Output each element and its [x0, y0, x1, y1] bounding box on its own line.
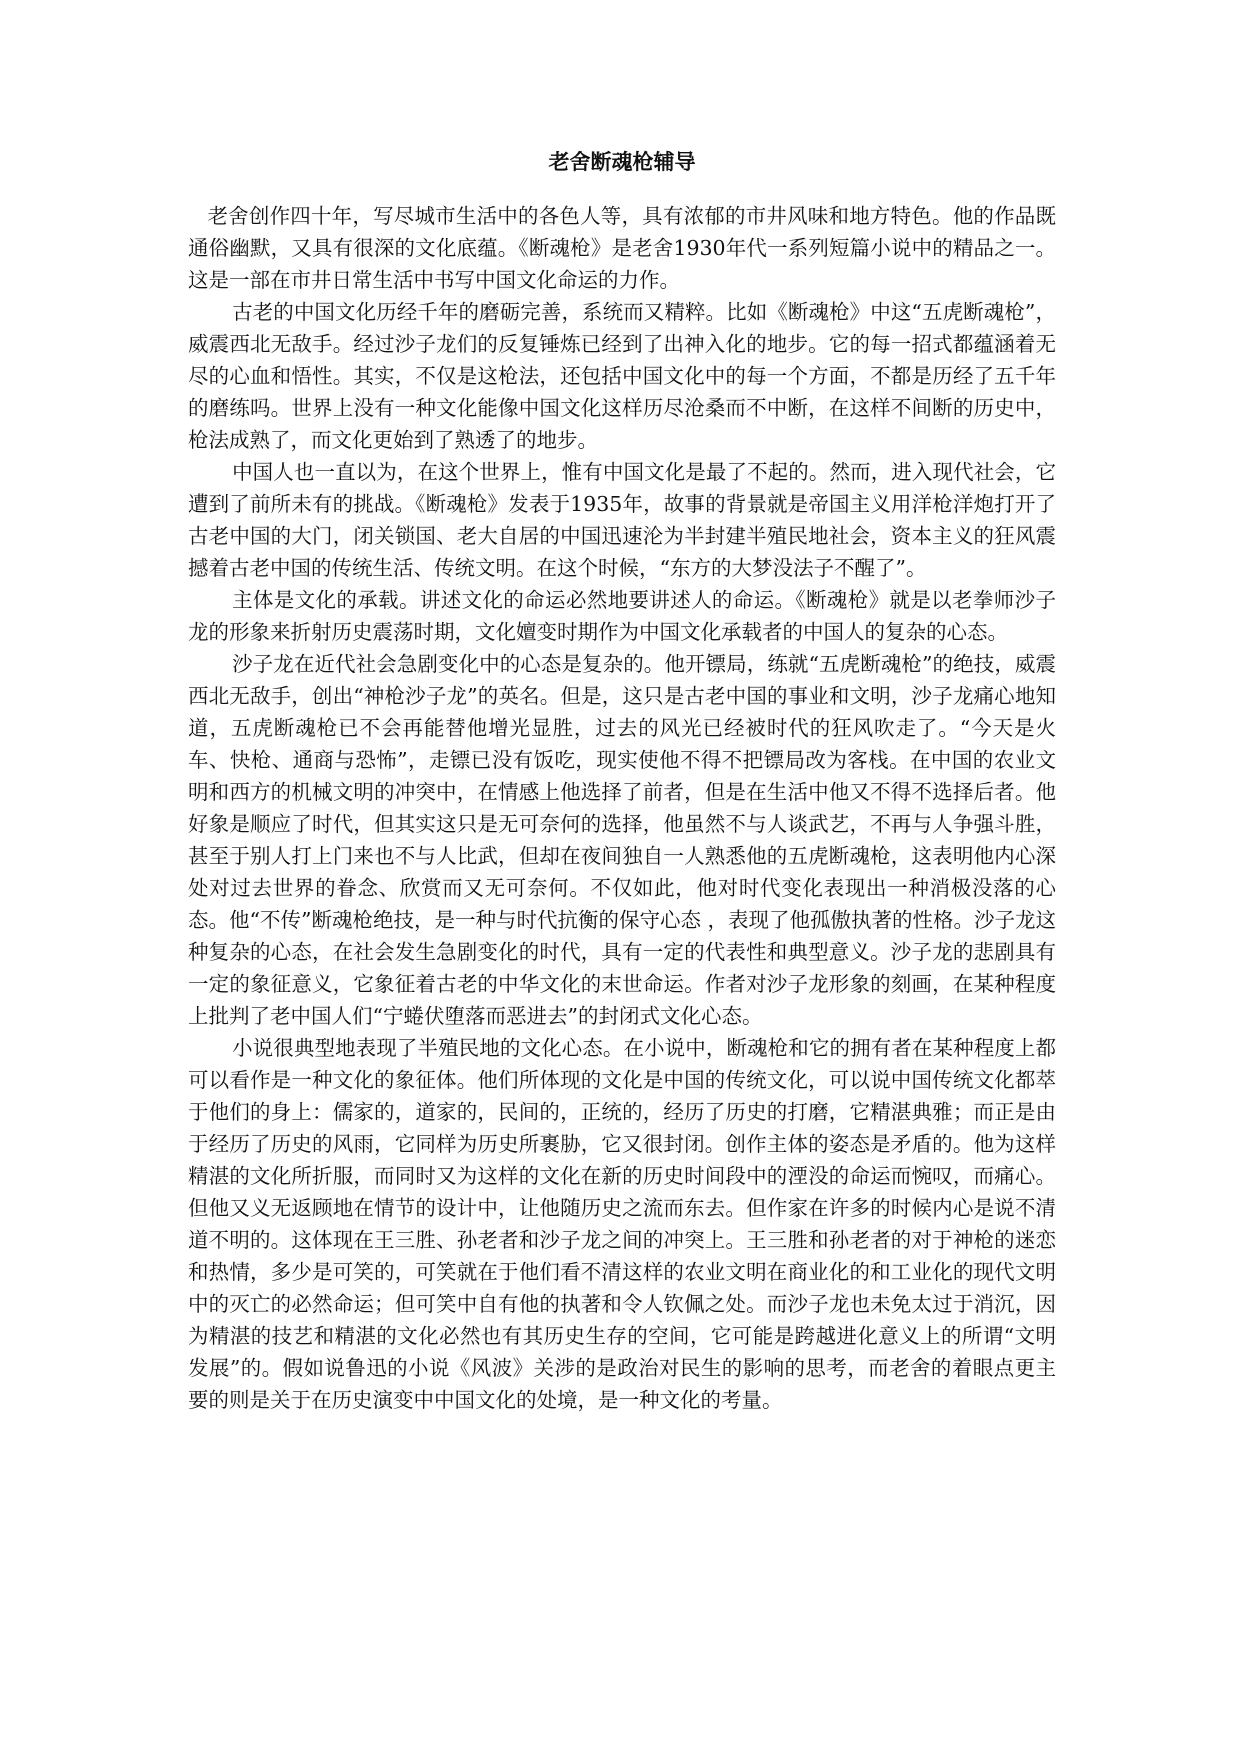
document-page	[188, 146, 1056, 1416]
paragraph-3: 中国人也一直以为，在这个世界上，惟有中国文化是最了不起的。然而，进入现代社会，它遭到了前所未有的挑战。《断魂枪》发表于1935年，故事的背景就是帝国主义用洋枪洋炮打开了古老中国的大门，闭关锁国、老大自居的中国迅速沦为半封建半殖民地社会，资本主义的狂风震撼着古老中国的传统生活、传统文明。在这个时候，“东方的大梦没法子不醒了”。	[188, 460, 1056, 580]
paragraph-1: 老舍创作四十年，写尽城市生活中的各色人等，具有浓郁的市井风味和地方特色。他的作品既通俗幽默，又具有很深的文化底蕴。《断魂枪》是老舍1930年代一系列短篇小说中的精品之一。这是一部在市井日常生活中书写中国文化命运的力作。	[188, 204, 1056, 292]
paragraph-5: 沙子龙在近代社会急剧变化中的心态是复杂的。他开镖局，练就“五虎断魂枪”的绝技，威震西北无敌手，创出“神枪沙子龙”的英名。但是，这只是古老中国的事业和文明，沙子龙痛心地知道，五虎断魂枪已不会再能替他增光显胜，过去的风光已经被时代的狂风吹走了。“今天是火车、快枪、通商与恐怖”，走镖已没有饭吃，现实使他不得不把镖局改为客栈。在中国的农业文明和西方的机械文明的冲突中，在情感上他选择了前者，但是在生活中他又不得不选择后者。他好象是顺应了时代，但其实这只是无可奈何的选择，他虽然不与人谈武艺，不再与人争强斗胜，甚至于别人打上门来也不与人比武，但却在夜间独自一人熟悉他的五虎断魂枪，这表明他内心深处对过去世界的眷念、欣赏而又无可奈何。不仅如此，他对时代变化表现出一种消极没落的心态。他“不传”断魂枪绝技，是一种与时代抗衡的保守心态 ，表现了他孤傲执著的性格。沙子龙这种复杂的心态，在社会发生急剧变化的时代，具有一定的代表性和典型意义。沙子龙的悲剧具有一定的象征意义，它象征着古老的中华文化的末世命运。作者对沙子龙形象的刻画，在某种程度上批判了老中国人们“宁蜷伏堕落而恶进去”的封闭式文化心态。	[188, 652, 1056, 1028]
document-title: 老舍断魂枪辅导	[548, 149, 696, 174]
paragraph-4: 主体是文化的承载。讲述文化的命运必然地要讲述人的命运。《断魂枪》就是以老拳师沙子龙的形象来折射历史震荡时期，文化嬗变时期作为中国文化承载者的中国人的复杂的心态。	[188, 588, 1056, 644]
paragraph-2: 古老的中国文化历经千年的磨砺完善，系统而又精粹。比如《断魂枪》中这“五虎断魂枪”， 威震西北无敌手。经过沙子龙们的反复锤炼已经到了出神入化的地步。它的每一招式都蕴涵着无尽的心血和悟性。其实，不仅是这枪法，还包括中国文化中的每一个方面，不都是历经了五千年的磨练吗。世界上没有一种文化能像中国文化这样历尽沧桑而不中断，在这样不间断的历史中，枪法成熟了，而文化更始到了熟透了的地步。	[188, 300, 1056, 452]
paragraph-6: 小说很典型地表现了半殖民地的文化心态。在小说中，断魂枪和它的拥有者在某种程度上都可以看作是一种文化的象征体。他们所体现的文化是中国的传统文化，可以说中国传统文化都萃于他们的身上：儒家的，道家的，民间的，正统的，经历了历史的打磨，它精湛典雅；而正是由于经历了历史的风雨，它同样为历史所裹胁，它又很封闭。创作主体的姿态是矛盾的。他为这样精湛的文化所折服，而同时又为这样的文化在新的历史时间段中的湮没的命运而惋叹，而痛心。但他又义无返顾地在情节的设计中，让他随历史之流而东去。但作家在许多的时候内心是说不清道不明的。这体现在王三胜、孙老者和沙子龙之间的冲突上。王三胜和孙老者的对于神枪的迷恋和热情，多少是可笑的，可笑就在于他们看不清这样的农业文明在商业化的和工业化的现代文明中的灭亡的必然命运；但可笑中自有他的执著和令人钦佩之处。而沙子龙也未免太过于消沉，因为精湛的技艺和精湛的文化必然也有其历史生存的空间，它可能是跨越进化意义上的所谓“文明发展”的。假如说鲁迅的小说《风波》关涉的是政治对民生的影响的思考，而老舍的着眼点更主要的则是关于在历史演变中中国文化的处境，是一种文化的考量。	[188, 1036, 1056, 1412]
